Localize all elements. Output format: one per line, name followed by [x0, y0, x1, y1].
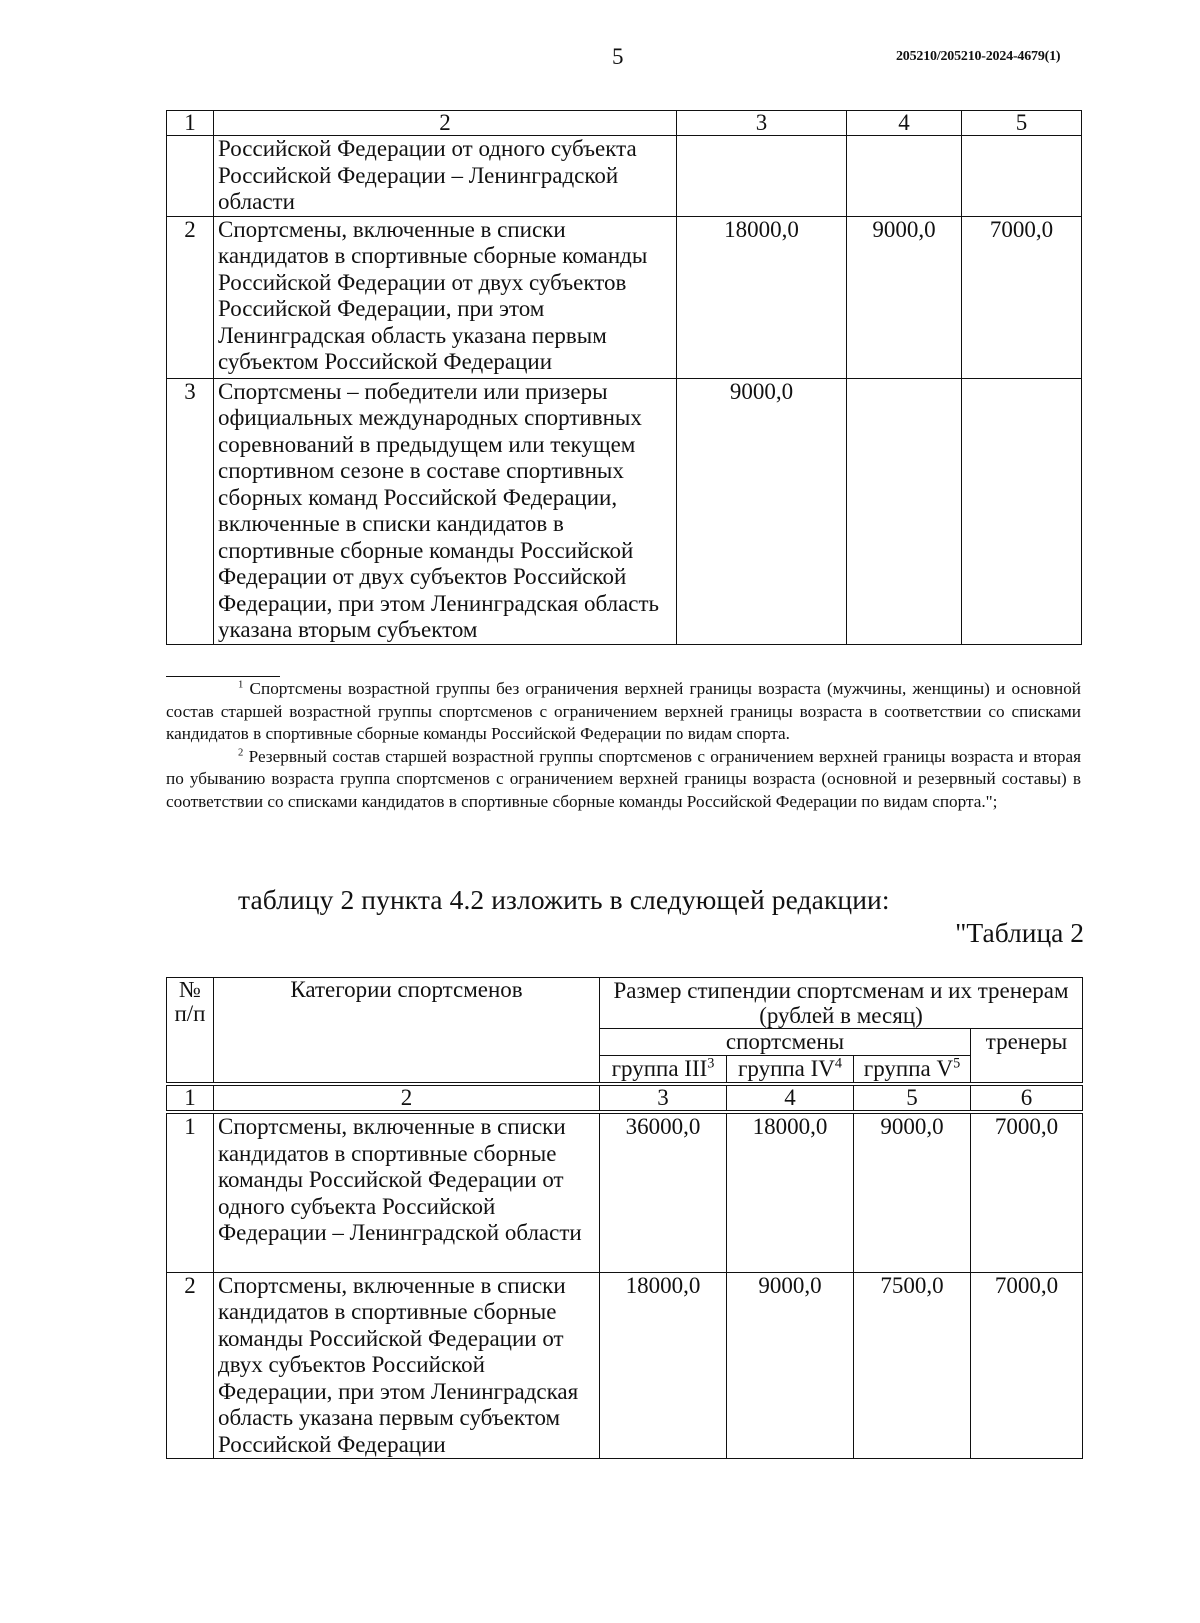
- category-text: Российской Федерации от одного субъекта Российской Федерации – Ленинградской области: [214, 136, 677, 217]
- column-number: 1: [167, 111, 214, 136]
- value-cell: 9000,0: [727, 1272, 854, 1459]
- header-category: Категории спортсменов: [214, 978, 600, 1085]
- footnote-mark: 4: [834, 1055, 843, 1072]
- page-number: 5: [612, 44, 624, 69]
- column-number: 5: [962, 111, 1082, 136]
- group-label: группа III: [611, 1056, 708, 1081]
- footnote-mark: 1: [238, 679, 244, 691]
- category-text: Спортсмены – победители или призеры официальных международных спортивных соревнований в предыдущем или текущем спортивном сезоне в составе спортивных сборных команд Российской Федерации, включенные в списки кандидатов в спортивные сборные команды Российской Федерации от двух субъектов Российской Федерации, при этом Ленинградская область указана вторым субъектом: [214, 378, 677, 644]
- table-row: [167, 136, 1082, 217]
- column-number: 3: [677, 111, 847, 136]
- header-group-3: [600, 1056, 727, 1085]
- table-2-column-numbers: [167, 1084, 1083, 1112]
- row-number: 2: [167, 1272, 214, 1459]
- table-row: [167, 378, 1082, 644]
- column-number: 2: [214, 1084, 600, 1112]
- footnote-1: [166, 678, 1081, 746]
- column-number: 3: [600, 1084, 727, 1112]
- category-text: Спортсмены, включенные в списки кандидатов в спортивные сборные команды Российской Федерации от одного субъекта Российской Федерации – Ленинградской области: [214, 1112, 600, 1272]
- value-cell: [847, 378, 962, 644]
- value-cell: 7000,0: [962, 216, 1082, 378]
- value-cell: 7000,0: [971, 1112, 1083, 1272]
- row-number: 1: [167, 1112, 214, 1272]
- header-trainers: тренеры: [971, 1029, 1083, 1085]
- footnote-mark: 3: [707, 1055, 715, 1072]
- category-text: Спортсмены, включенные в списки кандидатов в спортивные сборные команды Российской Федерации от двух субъектов Российской Федерации, при этом Ленинградская область указана первым субъектом Российской Федерации: [214, 1272, 600, 1459]
- value-cell: 18000,0: [600, 1272, 727, 1459]
- value-cell: 9000,0: [854, 1112, 971, 1272]
- row-number: [167, 136, 214, 217]
- header-athletes: спортсмены: [600, 1029, 971, 1056]
- table-1-continuation: [166, 110, 1082, 645]
- category-text: Спортсмены, включенные в списки кандидатов в спортивные сборные команды Российской Федерации от двух субъектов Российской Федерации, при этом Ленинградская область указана первым субъектом Российской Федерации: [214, 216, 677, 378]
- value-cell: [677, 136, 847, 217]
- value-cell: 7500,0: [854, 1272, 971, 1459]
- footnote-2: [166, 746, 1081, 814]
- column-number: 6: [971, 1084, 1083, 1112]
- table-row: [167, 1272, 1083, 1459]
- header-group-5: [854, 1056, 971, 1085]
- header-number: № п/п: [167, 978, 214, 1085]
- table-row: [167, 216, 1082, 378]
- amendment-instruction: таблицу 2 пункта 4.2 изложить в следующей редакции:: [238, 884, 890, 915]
- value-cell: [962, 136, 1082, 217]
- row-number: 2: [167, 216, 214, 378]
- value-cell: [847, 136, 962, 217]
- column-number: 2: [214, 111, 677, 136]
- footnote-text: Резервный состав старшей возрастной группы спортсменов с ограничением верхней границы возраста и вторая по убыванию возраста группа спортсменов с ограничением верхней границы возраста (основной и резервный составы) в соответствии со списками кандидатов в спортивные сборные команды Российской Федерации по видам спорта.";: [166, 746, 1081, 811]
- row-number: 3: [167, 378, 214, 644]
- value-cell: 18000,0: [727, 1112, 854, 1272]
- footnote-mark: 5: [953, 1055, 961, 1072]
- value-cell: 7000,0: [971, 1272, 1083, 1459]
- header-scholarship: Размер стипендии спортсменам и их тренерам (рублей в месяц): [600, 978, 1083, 1029]
- value-cell: [962, 378, 1082, 644]
- group-label: группа IV: [737, 1056, 835, 1081]
- header-group-4: [727, 1056, 854, 1085]
- column-number: 1: [167, 1084, 214, 1112]
- table-row: [167, 1112, 1083, 1272]
- table-2-header-row: [167, 978, 1083, 1029]
- value-cell: 18000,0: [677, 216, 847, 378]
- footnote-separator: [166, 676, 280, 677]
- footnote-text: Спортсмены возрастной группы без ограничения верхней границы возраста (мужчины, женщины) и основной состав старшей возрастной группы спортсменов с ограничением верхней границы возраста в соответствии со списками кандидатов в спортивные сборные команды Российской Федерации по видам спорта.: [166, 679, 1082, 743]
- document-id: 205210/205210-2024-4679(1): [896, 49, 1061, 64]
- column-number: 4: [727, 1084, 854, 1112]
- column-number: 5: [854, 1084, 971, 1112]
- column-number: 4: [847, 111, 962, 136]
- table-1-column-numbers: [167, 111, 1082, 136]
- table-2: [166, 977, 1083, 1459]
- value-cell: 9000,0: [847, 216, 962, 378]
- group-label: группа V: [863, 1056, 954, 1081]
- value-cell: 9000,0: [677, 378, 847, 644]
- footnote-mark: 2: [238, 746, 244, 758]
- footnotes: [166, 678, 1081, 813]
- value-cell: 36000,0: [600, 1112, 727, 1272]
- table-2-caption: "Таблица 2: [955, 917, 1084, 948]
